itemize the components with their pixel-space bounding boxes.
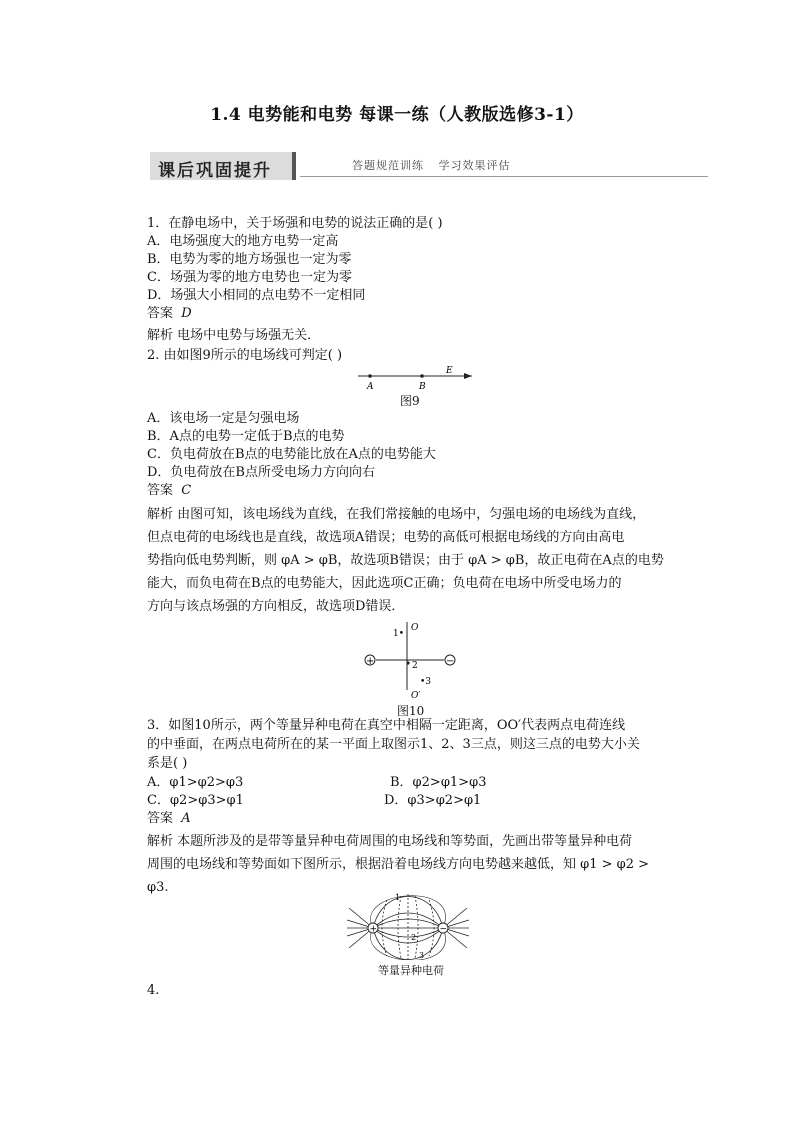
q2-analysis-line: 能大，而负电荷在B点的电势能大，因此选项C正确；负电荷在电场中所受电场力的 [147,576,622,591]
figure-9-field-line [350,364,480,394]
q2-analysis-line: 势指向低电势判断，则 φA > φB，故选项B错误；由于 φA > φB，故正电荷在A点的电势 [147,553,664,568]
q4-stem: 4. [147,983,160,998]
q1-answer-value: D [181,306,192,321]
q2-answer-value: C [181,483,192,498]
dipole-minus-symbol: − [439,924,448,935]
q3-option-c: C．φ2>φ3>φ1 [147,793,244,808]
q2-stem: 2. 由如图9所示的电场线可判定( ) [147,348,343,363]
banner-label-box [150,152,296,180]
fig9-label-e: E [446,366,453,376]
dipole-point-2: 2 [411,933,417,942]
q1-answer [147,305,192,323]
q3-analysis-line: 解析 本题所涉及的是带等量异种电荷周围的电场线和等势面，先画出带等量异种电荷 [147,834,633,849]
q2-option-a: A．该电场一定是匀强电场 [147,411,300,426]
q2-option-b: B．A点的电势一定低于B点的电势 [147,429,345,444]
q3-stem-line: 3．如图10所示，两个等量异种电荷在真空中相隔一定距离，OO′代表两点电荷连线 [147,718,626,733]
minus-charge-symbol: − [446,656,455,667]
q3-answer-label: 答案 [147,811,174,826]
q2-option-d: D．负电荷放在B点所受电场力方向向右 [147,465,375,480]
dipole-field-diagram [343,888,473,960]
q3-analysis-line: φ3. [147,880,169,895]
q3-option-b: B．φ2>φ1>φ3 [390,775,487,790]
q2-analysis-line: 但点电荷的电场线也是直线，故选项A错误；电势的高低可根据电场线的方向由高电 [147,530,625,545]
q1-option-c: C．场强为零的地方电势也一定为零 [147,270,352,285]
q3-stem-line: 系是( ) [147,756,188,771]
page-title: 1.4 电势能和电势 每课一练（人教版选修3-1） [210,105,584,125]
q2-option-c: C．负电荷放在B点的电势能比放在A点的电势能大 [147,447,436,462]
q2-analysis-line: 方向与该点场强的方向相反，故选项D错误． [147,599,405,614]
dipole-caption: 等量异种电荷 [378,964,444,977]
q3-stem [147,716,685,773]
q2-analysis-line: 解析 由图可知，该电场线为直线，在我们常接触的电场中，匀强电场的电场线为直线， [147,507,646,522]
fig9-label-b: B [419,382,426,392]
dipole-point-3: 3 [419,951,425,960]
fig10-point-1: 1• [393,629,405,639]
fig10-point-3: •3 [420,677,432,687]
q1-option-b: B．电势为零的地方场强也一定为零 [147,252,352,267]
q3-analysis-line: 周围的电场线和等势面如下图所示，根据沿着电场线方向电势越来越低，知 φ1 > φ2 > [147,857,650,872]
q3-answer-value: A [181,811,191,826]
q2-analysis [147,503,685,618]
dipole-plus-symbol: + [369,924,378,935]
q3-answer [147,810,191,828]
q1-stem: 1．在静电场中，关于场强和电势的说法正确的是( ) [147,216,443,231]
plus-charge-symbol: + [366,656,375,667]
fig10-label-o: O [411,623,419,633]
q1-option-a: A．电场强度大的地方电势一定高 [147,234,339,249]
q2-answer-label: 答案 [147,483,174,498]
dipole-point-1: 1 [395,893,401,902]
figure-10-charges [356,618,466,703]
q1-option-d: D．场强大小相同的点电势不一定相同 [147,288,366,303]
q3-option-a: A．φ1>φ2>φ3 [147,775,244,790]
fig10-point-2: 2 [412,661,418,671]
banner-rule [300,176,708,177]
q3-option-d: D．φ3>φ2>φ1 [384,793,482,808]
fig9-caption: 图9 [400,394,420,408]
fig10-caption: 图10 [397,704,425,718]
q1-analysis: 解析 电场中电势与场强无关． [147,328,321,343]
banner-label: 课后巩固提升 [158,161,272,181]
q2-answer [147,482,191,500]
section-banner [150,152,708,182]
banner-subtitle: 答题规范训练 学习效果评估 [352,159,511,172]
q1-answer-label: 答案 [147,306,174,321]
fig10-label-o-prime: O′ [411,691,421,701]
fig9-label-a: A [367,382,374,392]
q3-stem-line: 的中垂面，在两点电荷所在的某一平面上取图示1、2、3三点，则这三点的电势大小关 [147,737,640,752]
